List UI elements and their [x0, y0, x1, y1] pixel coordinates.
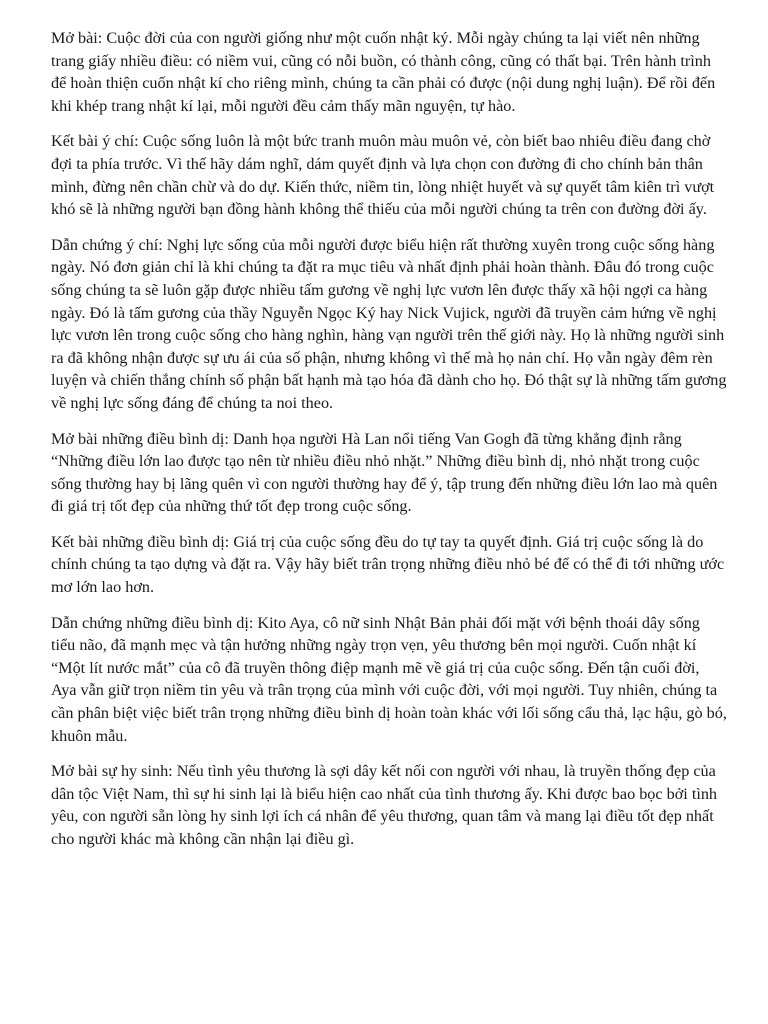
paragraph-ket-bai-binh-di: Kết bài những điều bình dị: Giá trị của cuộc sống đều do tự tay ta quyết định. Giá trị cuộc sống là do chính chúng ta tạo dựng và đặt ra. Vậy hãy biết trân trọng những điều nhỏ bé để có thể đi tới những ước mơ lớn lao hơn.	[51, 532, 725, 597]
paragraph-dan-chung-binh-di: Dẫn chứng những điều bình dị: Kito Aya, cô nữ sinh Nhật Bản phải đối mặt với bệnh thoái dây sống tiểu não, đã mạnh mẹc và tận hưởng những ngày trọn vẹn, yêu thương bên mọi người. Cuốn nhật kí “Một lít nước mắt” của cô đã truyền thông điệp mạnh mẽ về giá trị của cuộc sống. Đến tận cuối đời, Aya vẫn giữ trọn niềm tin yêu và trân trọng của mình với cuộc đời, với mọi người. Tuy nhiên, chúng ta cần phân biệt việc biết trân trọng những điều bình dị hoàn toàn khác với lối sống cẩu thả, lạc hậu, gò bó, khuôn mẫu.	[51, 613, 727, 745]
paragraph-mo-bai-binh-di: Mở bài những điều bình dị: Danh họa người Hà Lan nổi tiếng Van Gogh đã từng khẳng định rằng “Những điều lớn lao được tạo nên từ nhiều điều nhỏ nhặt.” Những điều bình dị, nhỏ nhặt trong cuộc sống thường hay bị lãng quên vì con người thường hay để ý, tập trung đến những điều lớn lao mà quên đi giá trị tốt đẹp của những thứ tốt đẹp trong cuộc sống.	[51, 429, 718, 516]
paragraph-ket-bai-y-chi: Kết bài ý chí: Cuộc sống luôn là một bức tranh muôn màu muôn vẻ, còn biết bao nhiêu điều đang chờ đợi ta phía trước. Vì thế hãy dám nghĩ, dám quyết định và lựa chọn con đường đi cho chính bản thân mình, đừng nên chần chừ và do dự. Kiến thức, niềm tin, lòng nhiệt huyết và sự quyết tâm kiên trì vượt khó sẽ là những người bạn đồng hành không thể thiếu của mỗi người chúng ta trên con đường đời ấy.	[51, 132, 715, 219]
paragraph-mo-bai-hy-sinh: Mở bài sự hy sinh: Nếu tình yêu thương là sợi dây kết nối con người với nhau, là truyền thống đẹp của dân tộc Việt Nam, thì sự hi sinh lại là biểu hiện cao nhất của tình thương ấy. Khi được bao bọc bởi tình yêu, con người sẵn lòng hy sinh lợi ích cá nhân để yêu thương, quan tâm và mang lại điều tốt đẹp nhất cho người khác mà không cần nhận lại điều gì.	[51, 762, 718, 848]
paragraph-dan-chung-y-chi: Dẫn chứng ý chí: Nghị lực sống của mỗi người được biểu hiện rất thường xuyên trong cuộc sống hàng ngày. Nó đơn giản chỉ là khi chúng ta đặt ra mục tiêu và nhất định phải hoàn thành. Đâu đó trong cuộc sống chúng ta sẽ luôn gặp được nhiều tấm gương về nghị lực vươn lên được thấy xã hội ngợi ca hàng ngày. Đó là tấm gương của thầy Nguyễn Ngọc Ký hay Nick Vujick, người đã truyền cảm hứng về nghị lực vươn lên trong cuộc sống cho hàng nghìn, hàng vạn người trên thế giới này. Họ là những người sinh ra đã không nhận được sự ưu ái của số phận, nhưng không vì thế mà họ nản chí. Họ vẫn ngày đêm rèn luyện và chiến thắng chính số phận bất hạnh mà tạo hóa đã dành cho họ. Đó thật sự là những tấm gương về nghị lực sống đáng để chúng ta noi theo.	[51, 235, 727, 412]
paragraph-mo-bai: Mở bài: Cuộc đời của con người giống như một cuốn nhật ký. Mỗi ngày chúng ta lại viết nên những trang giấy nhiều điều: có niềm vui, cũng có nỗi buồn, có thành công, cũng có thất bại. Trên hành trình để hoàn thiện cuốn nhật kí cho riêng mình, chúng ta cần phải có được (nội dung nghị luận). Để rồi đến khi khép trang nhật kí lại, mỗi người đều cảm thấy mãn nguyện, tự hào.	[51, 29, 716, 115]
